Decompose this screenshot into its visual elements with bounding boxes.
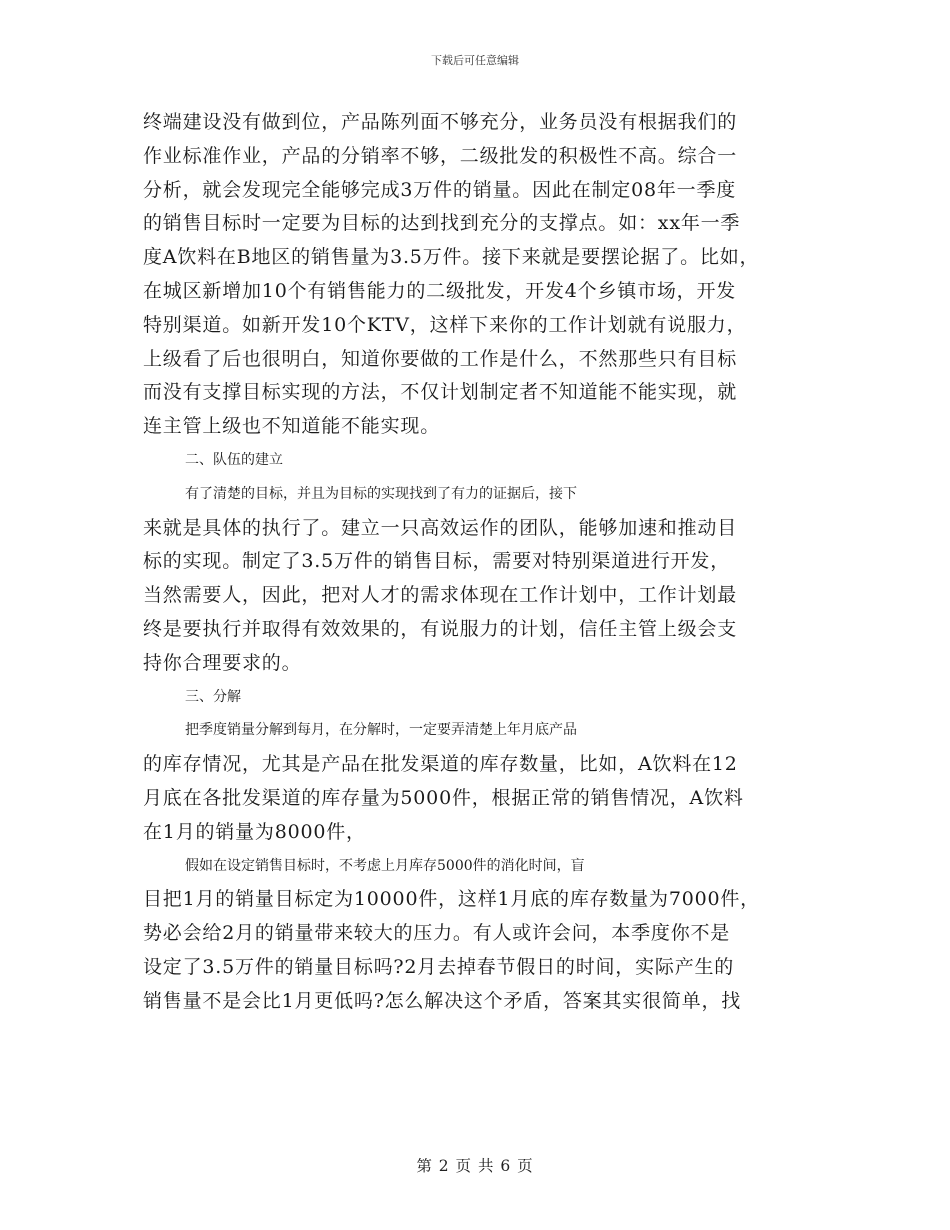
document-body [143, 106, 813, 1019]
body-line: 持你合理要求的。 [143, 651, 302, 674]
body-line: 在1月的销量为8000件， [143, 820, 366, 843]
body-line: 在城区新增加10个有销售能力的二级批发，开发4个乡镇市场，开发 [143, 279, 737, 302]
body-line: 特别渠道。如新开发10个KTV，这样下来你的工作计划就有说服力， [143, 313, 747, 336]
body-line: 连主管上级也不知道能不能实现。 [143, 415, 441, 438]
body-line: 上级看了后也很明白，知道你要做的工作是什么，不然那些只有目标 [143, 347, 738, 370]
body-line: 势必会给2月的销量带来较大的压力。有人或许会问，本季度你不是 [143, 922, 731, 945]
page-footer: 第 2 页 共 6 页 [416, 1157, 534, 1175]
body-line: 销售量不是会比1月更低吗?怎么解决这个矛盾，答案其实很简单，找 [143, 989, 742, 1012]
body-line: 度A饮料在B地区的销售量为3.5万件。接下来就是要摆论据了。比如， [143, 246, 760, 269]
body-line: 分析，就会发现完全能够完成3万件的销量。因此在制定08年一季度 [143, 178, 737, 201]
body-line: 三、分解 [185, 688, 241, 705]
body-line: 月底在各批发渠道的库存量为5000件，根据正常的销售情况，A饮料 [143, 786, 744, 809]
body-line: 的库存情况，尤其是产品在批发渠道的库存数量，比如，A饮料在12 [143, 753, 738, 776]
body-line: 二、队伍的建立 [185, 451, 283, 468]
body-line: 有了清楚的目标，并且为目标的实现找到了有力的证据后，接下 [185, 485, 577, 502]
body-line: 终端建设没有做到位，产品陈列面不够充分，业务员没有根据我们的 [143, 111, 738, 133]
body-line: 把季度销量分解到每月，在分解时，一定要弄清楚上年月底产品 [185, 722, 577, 739]
body-line: 来就是具体的执行了。建立一只高效运作的团队，能够加速和推动目 [143, 516, 738, 539]
body-line: 作业标准作业，产品的分销率不够，二级批发的积极性不高。综合一 [143, 144, 738, 167]
body-line: 而没有支撑目标实现的方法，不仅计划制定者不知道能不能实现，就 [143, 381, 738, 404]
body-line: 假如在设定销售目标时，不考虑上月库存5000件的消化时间，盲 [185, 857, 585, 874]
body-line: 当然需要人，因此，把对人才的需求体现在工作计划中，工作计划最 [143, 584, 738, 607]
body-line: 终是要执行并取得有效效果的，有说服力的计划，信任主管上级会支 [143, 617, 738, 640]
page-header: 下载后可任意编辑 [431, 54, 519, 67]
body-line: 标的实现。制定了3.5万件的销售目标，需要对特别渠道进行开发， [143, 550, 731, 573]
body-line: 设定了3.5万件的销量目标吗?2月去掉春节假日的时间，实际产生的 [143, 955, 735, 978]
body-line: 目把1月的销量目标定为10000件，这样1月底的库存数量为7000件， [143, 888, 760, 911]
body-line: 的销售目标时一定要为目标的达到找到充分的支撑点。如：xx年一季 [143, 212, 741, 235]
